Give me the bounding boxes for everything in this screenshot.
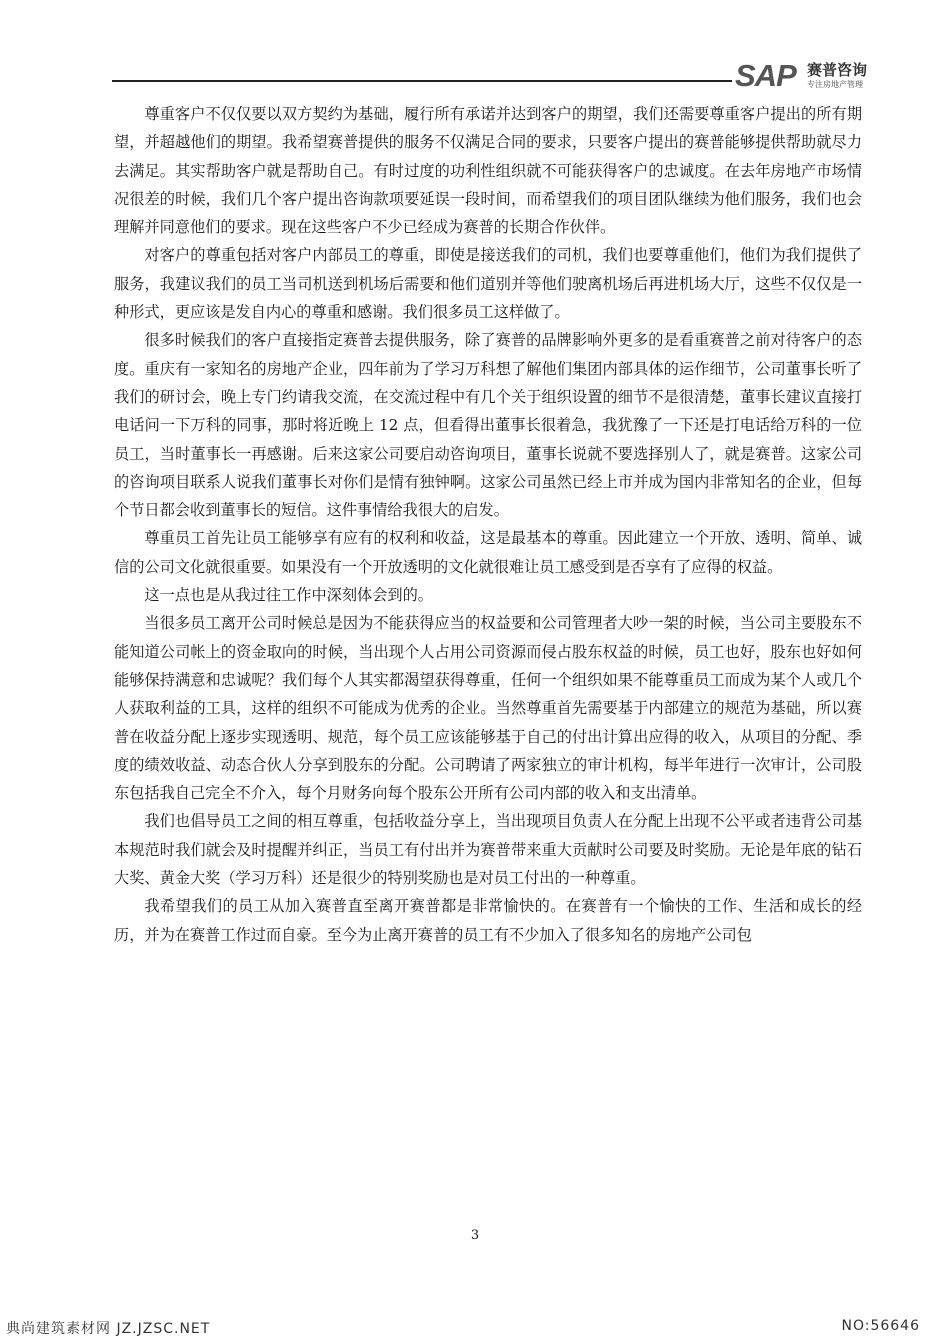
header-rule	[112, 80, 732, 82]
paragraph-1: 尊重客户不仅仅要以双方契约为基础，履行所有承诺并达到客户的期望，我们还需要尊重客户提出的所有期望，并超越他们的期望。我希望赛普提供的服务不仅满足合同的要求，只要客户提出的赛普能够提供帮助就尽力去满足。其实帮助客户就是帮助自己。有时过度的功利性组织就不可能获得客户的忠诚度。在去年房地产市场情况很差的时候，我们几个客户提出咨询款项要延误一段时间，而希望我们的项目团队继续为他们服务，我们也会理解并同意他们的要求。现在这些客户不少已经成为赛普的长期合作伙伴。	[114, 105, 862, 237]
paragraph-8: 我希望我们的员工从加入赛普直至离开赛普都是非常愉快的。在赛普有一个愉快的工作、生活和成长的经历，并为在赛普工作过而自豪。至今为止离开赛普的员工有不少加入了很多知名的房地产公司包	[114, 897, 862, 944]
paragraph-4: 尊重员工首先让员工能够享有应有的权利和收益，这是最基本的尊重。因此建立一个开放、透明、简单、诚信的公司文化就很重要。如果没有一个开放透明的文化就很难让员工感受到是否享有了应得的权益。	[114, 529, 862, 576]
company-logo	[735, 58, 885, 96]
paragraph-5: 这一点也是从我过往工作中深刻体会到的。	[144, 586, 433, 605]
paragraph-2: 对客户的尊重包括对客户内部员工的尊重，即使是接送我们的司机，我们也要尊重他们，他们为我们提供了服务，我建议我们的员工当司机送到机场后需要和他们道别并等他们驶离机场后再进机场大厅，这些不仅仅是一种形式，更应该是发自内心的尊重和感谢。我们很多员工这样做了。	[114, 246, 862, 322]
logo-company-name: 赛普咨询	[807, 61, 868, 79]
paragraph-6: 当很多员工离开公司时候总是因为不能获得应当的权益要和公司管理者大吵一架的时候，当公司主要股东不能知道公司帐上的资金取向的时候，当出现个人占用公司资源而侵占股东权益的时候，员工也好，股东也好如何能够保持满意和忠诚呢？我们每个人其实都渴望获得尊重，任何一个组织如果不能尊重员工而成为某个人或几个人获取利益的工具，这样的组织不可能成为优秀的企业。当然尊重首先需要基于内部建立的规范为基础，所以赛普在收益分配上逐步实现透明、规范，每个员工应该能够基于自己的付出计算出应得的收入，从项目的分配、季度的绩效收益、动态合伙人分享到股东的分配。公司聘请了两家独立的审计机构，每半年进行一次审计，公司股东包括我自己完全不介入，每个月财务向每个股东公开所有公司内部的收入和支出清单。	[114, 614, 862, 803]
paragraph-3: 很多时候我们的客户直接指定赛普去提供服务，除了赛普的品牌影响外更多的是看重赛普之前对待客户的态度。重庆有一家知名的房地产企业，四年前为了学习万科想了解他们集团内部具体的运作细节，公司董事长听了我们的研讨会，晚上专门约请我交流，在交流过程中有几个关于组织设置的细节不是很清楚，董事长建议直接打电话问一下万科的同事，那时将近晚上 12 点，但看得出董事长很着急，我犹豫了一下还是打电话给万科的一位员工，当时董事长一再感谢。后来这家公司要启动咨询项目，董事长说就不要选择别人了，就是赛普。这家公司的咨询项目联系人说我们董事长对你们是情有独钟啊。这家公司虽然已经上市并成为国内非常知名的企业，但每个节日都会收到董事长的短信。这件事情给我很大的启发。	[114, 331, 862, 520]
logo-tagline: 专注房地产管理	[807, 80, 863, 89]
footer-watermark-left: 典尚建筑素材网 JZ.JZSC.NET	[6, 1321, 211, 1337]
page-number: 3	[470, 1228, 480, 1243]
document-body	[114, 100, 862, 949]
footer-watermark-right: NO:56646	[841, 1318, 920, 1334]
logo-sap-text: SAP	[735, 58, 796, 93]
paragraph-7: 我们也倡导员工之间的相互尊重，包括收益分享上，当出现项目负责人在分配上出现不公平或者违背公司基本规范时我们就会及时提醒并纠正，当员工有付出并为赛普带来重大贡献时公司要及时奖励。无论是年底的钻石大奖、黄金大奖（学习万科）还是很少的特别奖励也是对员工付出的一种尊重。	[114, 812, 862, 888]
